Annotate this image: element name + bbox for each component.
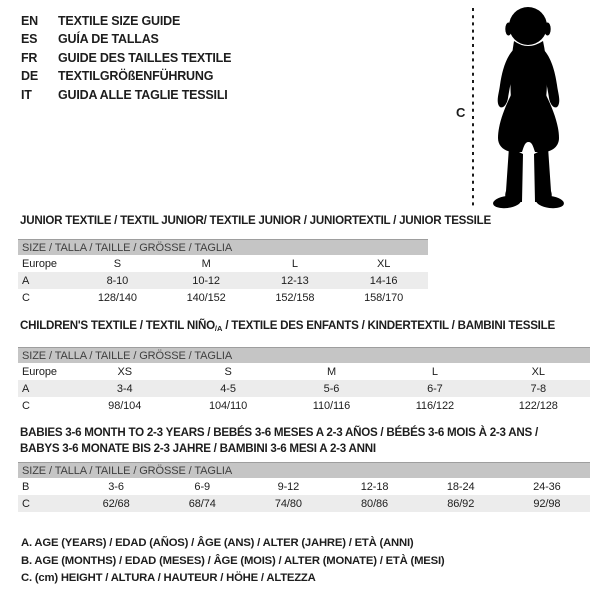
size-value: 14-16 — [339, 272, 428, 289]
table-row — [18, 495, 590, 512]
size-value: M — [326, 365, 337, 378]
lang-label: TEXTILE SIZE GUIDE — [58, 14, 181, 28]
row-label: B — [22, 480, 30, 493]
size-value: 80/86 — [331, 495, 417, 512]
size-value: 104/110 — [208, 399, 248, 412]
lang-label: GUIDA ALLE TAGLIE TESSILI — [58, 87, 228, 102]
size-value: 5-6 — [280, 380, 383, 397]
size-header-row — [18, 240, 428, 256]
junior-section-title: JUNIOR TEXTILE / TEXTIL JUNIOR/ TEXTILE JUNIOR / JUNIORTEXTIL / JUNIOR TESSILE — [20, 214, 491, 227]
size-value: M — [201, 257, 211, 270]
size-value: 92/98 — [504, 495, 590, 512]
language-title-block — [21, 12, 231, 104]
row-label: C — [18, 495, 73, 512]
size-value: 3-6 — [108, 480, 124, 493]
size-value: 12-18 — [360, 480, 389, 493]
footnote-c: C. (cm) HEIGHT / ALTURA / HAUTEUR / HÖHE / ALTEZZA — [21, 572, 316, 585]
row-label: C — [22, 291, 30, 304]
lang-code: EN — [21, 14, 38, 28]
children-title-pre: CHILDREN'S TEXTILE / TEXTIL NIÑO — [20, 319, 215, 332]
size-value: L — [431, 365, 438, 378]
size-value: 68/74 — [159, 495, 245, 512]
row-label: Europe — [22, 257, 57, 270]
size-value: 24-36 — [533, 480, 561, 493]
lang-label: TEXTILGRÖßENFÜHRUNG — [58, 69, 214, 84]
size-value: 7-8 — [487, 380, 590, 397]
lang-code: DE — [21, 69, 38, 84]
babies-title-line2: BABYS 3-6 MONATE BIS 2-3 JAHRE / BAMBINI 3-6 MESI A 2-3 ANNI — [20, 442, 376, 456]
footnote-b: B. AGE (MONTHS) / EDAD (MESES) / ÂGE (MOIS) / ALTER (MONATE) / ETÀ (MESI) — [21, 554, 445, 567]
size-value: 158/170 — [364, 291, 404, 304]
size-value: 122/128 — [518, 399, 558, 412]
size-value: 6-9 — [194, 480, 211, 493]
lang-code: FR — [21, 50, 38, 65]
lang-row-en — [21, 12, 231, 30]
babies-title-line1: BABIES 3-6 MONTH TO 2-3 YEARS / BEBÉS 3-6 MESES A 2-3 AÑOS / BÉBÉS 3-6 MOIS À 2-3 ANS / — [20, 426, 538, 439]
size-value: 128/140 — [97, 291, 137, 304]
size-value: XL — [531, 365, 545, 378]
size-value: 10-12 — [162, 272, 251, 289]
size-value: 140/152 — [186, 291, 226, 304]
size-header-row — [18, 348, 590, 364]
size-value: 86/92 — [418, 495, 504, 512]
size-value: 62/68 — [73, 495, 159, 512]
size-header-row — [18, 463, 590, 479]
babies-section-title — [20, 425, 538, 457]
table-row — [18, 255, 428, 272]
lang-row-fr — [21, 49, 231, 67]
size-value: 4-5 — [176, 380, 279, 397]
lang-row-it — [21, 86, 231, 104]
babies-size-table — [18, 462, 590, 512]
row-label: A — [18, 380, 73, 397]
size-value: 8-10 — [73, 272, 162, 289]
size-value: 116/122 — [415, 399, 454, 412]
children-title-subscript: /A — [214, 324, 223, 333]
size-header-bar: SIZE / TALLA / TAILLE / GRÖSSE / TAGLIA — [18, 240, 428, 256]
children-size-table — [18, 347, 590, 414]
size-value: 110/116 — [312, 399, 351, 412]
size-value: S — [224, 365, 232, 378]
baby-silhouette-figure — [450, 3, 595, 213]
footnotes-block — [21, 535, 444, 588]
lang-label: GUIDE DES TAILLES TEXTILE — [58, 50, 232, 65]
size-value: 74/80 — [245, 495, 331, 512]
baby-silhouette-icon — [492, 7, 564, 210]
table-row — [18, 397, 590, 414]
size-header-bar: SIZE / TALLA / TAILLE / GRÖSSE / TAGLIA — [18, 348, 590, 364]
table-row — [18, 272, 428, 289]
size-value: 18-24 — [446, 480, 475, 493]
junior-size-table — [18, 239, 428, 306]
size-value: 152/158 — [275, 291, 315, 304]
size-value: 6-7 — [383, 380, 486, 397]
row-label: Europe — [22, 365, 57, 378]
lang-row-de — [21, 67, 231, 85]
table-row — [18, 289, 428, 306]
lang-code: IT — [21, 87, 32, 102]
size-value: S — [113, 257, 121, 270]
size-value: L — [291, 257, 298, 270]
size-header-bar: SIZE / TALLA / TAILLE / GRÖSSE / TAGLIA — [18, 463, 590, 479]
children-title-post: / TEXTILE DES ENFANTS / KINDERTEXTIL / BAMBINI TESSILE — [222, 319, 555, 332]
row-label: C — [22, 399, 30, 412]
height-measure-label: C — [456, 105, 466, 120]
lang-label: GUÍA DE TALLAS — [58, 32, 159, 47]
size-value: 3-4 — [73, 380, 176, 397]
size-value: 12-13 — [251, 272, 340, 289]
lang-code: ES — [21, 32, 38, 47]
row-label: A — [18, 272, 73, 289]
table-row — [18, 478, 590, 495]
size-value: 98/104 — [108, 399, 142, 412]
children-section-title — [20, 319, 555, 333]
size-value: 9-12 — [277, 480, 300, 493]
table-row — [18, 363, 590, 380]
footnote-a: A. AGE (YEARS) / EDAD (AÑOS) / ÂGE (ANS) / ALTER (JAHRE) / ETÀ (ANNI) — [21, 537, 414, 549]
lang-row-es — [21, 30, 231, 48]
size-value: XS — [117, 365, 132, 378]
size-value: XL — [376, 257, 391, 270]
table-row — [18, 380, 590, 397]
